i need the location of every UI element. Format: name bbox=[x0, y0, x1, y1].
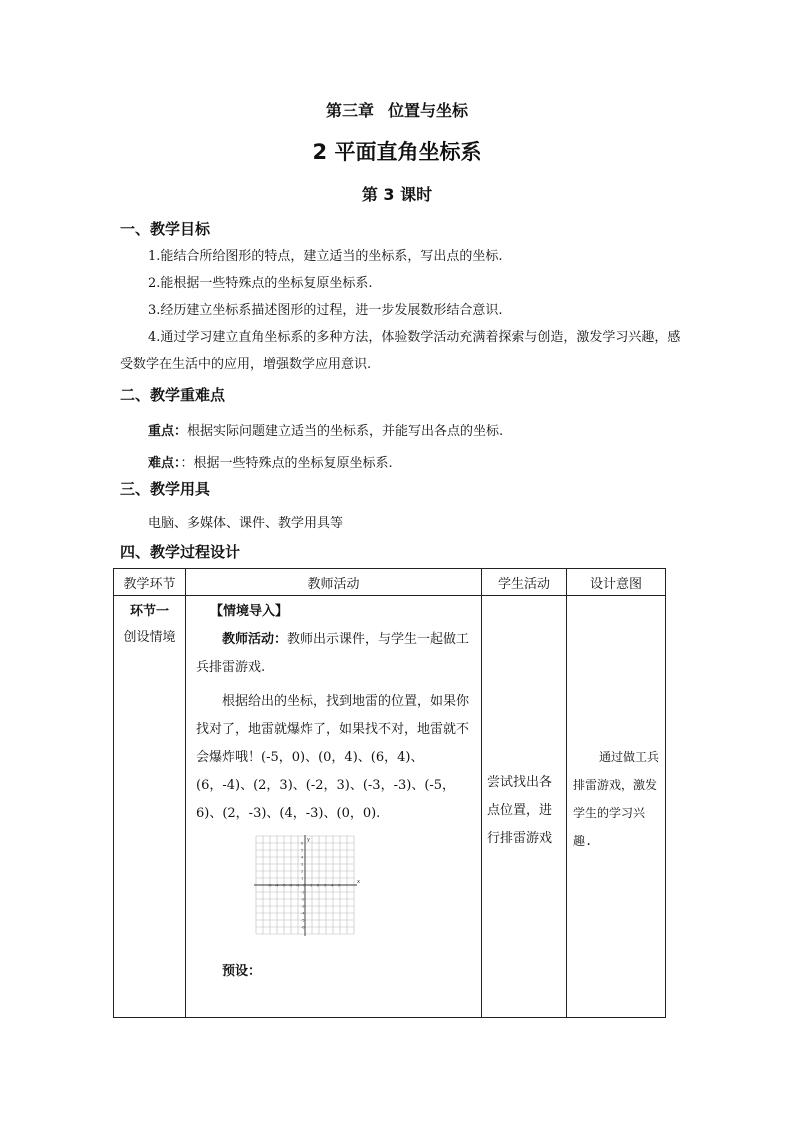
header-student: 学生活动 bbox=[482, 569, 567, 596]
section-heading-keypoints: 二、教学重难点 bbox=[120, 386, 226, 404]
teacher-activity-1 bbox=[196, 626, 473, 682]
goal-item-4: 4.通过学习建立直角坐标系的多种方法，体验数学活动充满着探索与创造，激发学习兴趣，感受数学在生活中的应用，增强数学应用意识. bbox=[120, 330, 681, 372]
header-stage: 教学环节 bbox=[114, 569, 186, 596]
section-heading-tools: 三、教学用具 bbox=[120, 480, 211, 498]
x-tick-label: -1 bbox=[296, 883, 300, 888]
x-tick-label: -5 bbox=[268, 883, 272, 888]
teacher-activity-label: 教师活动： bbox=[222, 632, 288, 647]
stage-line2: 创设情境 bbox=[123, 630, 176, 645]
x-tick-label: -3 bbox=[282, 883, 286, 888]
x-tick-label: 4 bbox=[331, 883, 334, 888]
y-axis-label: y bbox=[307, 837, 310, 843]
student-activity-text: 尝试找出各点位置，进行排雷游戏 bbox=[487, 774, 553, 846]
coordinate-grid-svg bbox=[251, 834, 361, 942]
student-cell bbox=[482, 596, 567, 1018]
design-cell bbox=[567, 596, 666, 1018]
tools-text: 电脑、多媒体、课件、教学用具等 bbox=[148, 516, 344, 531]
key-point bbox=[120, 418, 682, 445]
header-design: 设计意图 bbox=[567, 569, 666, 596]
y-tick-label: 6 bbox=[301, 841, 304, 846]
chapter-name: 位置与坐标 bbox=[388, 101, 469, 120]
difficult-point-text: ：根据一些特殊点的坐标复原坐标系. bbox=[180, 456, 393, 471]
goal-item-1: 1.能结合所给图形的特点，建立适当的坐标系，写出点的坐标. bbox=[148, 249, 503, 264]
x-tick-label: -4 bbox=[275, 883, 279, 888]
preview-label: 预设： bbox=[222, 964, 262, 979]
design-intent-text: 通过做工兵排雷游戏，激发学生的学习兴趣. bbox=[573, 749, 660, 848]
y-tick-label: 1 bbox=[301, 876, 304, 881]
y-tick-label: 5 bbox=[301, 848, 304, 853]
teacher-cell bbox=[186, 596, 482, 1018]
y-tick-label: 4 bbox=[301, 855, 304, 860]
goal-item-3: 3.经历建立坐标系描述图形的过程，进一步发展数形结合意识. bbox=[148, 303, 503, 318]
table-header-row bbox=[114, 569, 666, 596]
x-tick-label: -2 bbox=[289, 883, 293, 888]
y-tick-label: 3 bbox=[301, 862, 304, 867]
goal-item-2: 2.能根据一些特殊点的坐标复原坐标系. bbox=[148, 276, 373, 291]
x-tick-label: 1 bbox=[310, 883, 313, 888]
y-tick-label: -3 bbox=[301, 904, 305, 909]
y-tick-label: -2 bbox=[301, 897, 305, 902]
y-tick-label: -1 bbox=[301, 890, 305, 895]
chapter-number: 第三章 bbox=[325, 101, 374, 120]
section-heading-goals: 一、教学目标 bbox=[120, 220, 211, 238]
stage-line1: 环节一 bbox=[129, 604, 169, 619]
process-table bbox=[113, 568, 666, 1018]
key-point-label: 重点： bbox=[148, 424, 188, 439]
page-title: 2 平面直角坐标系 bbox=[312, 140, 482, 164]
difficult-point bbox=[120, 450, 682, 477]
key-point-text: 根据实际问题建立适当的坐标系，并能写出各点的坐标. bbox=[187, 424, 504, 439]
header-teacher: 教师活动 bbox=[186, 569, 482, 596]
difficult-point-label: 难点： bbox=[148, 456, 181, 471]
y-tick-label: -6 bbox=[301, 925, 305, 930]
chapter-heading bbox=[0, 98, 794, 121]
x-axis-label: x bbox=[357, 879, 360, 885]
x-tick-label: 5 bbox=[338, 883, 341, 888]
stage-cell bbox=[114, 596, 186, 1018]
x-tick-label: 2 bbox=[317, 883, 320, 888]
y-tick-label: -4 bbox=[301, 911, 305, 916]
y-tick-label: 2 bbox=[301, 869, 304, 874]
x-tick-label: 3 bbox=[324, 883, 327, 888]
table-row bbox=[114, 596, 666, 1018]
scene-intro-tag: 【情境导入】 bbox=[210, 604, 289, 619]
teacher-activity-2: 根据给出的坐标，找到地雷的位置，如果你找对了，地雷就爆炸了，如果找不对，地雷就不会爆炸哦！(-5，0)、(0，4)、(6，4)、(6，-4)、(2，3)、(-2，3)、(-3，-3)、(-5，6)、(2，-3)、(4，-3)、(0，0). bbox=[196, 694, 470, 821]
coordinate-grid-figure bbox=[251, 834, 361, 942]
section-heading-process: 四、教学过程设计 bbox=[120, 543, 241, 561]
y-tick-label: -5 bbox=[301, 918, 305, 923]
teacher-activity-text: 教师出示课件，与学生一起做工兵排雷游戏. bbox=[196, 632, 470, 675]
lesson-number: 第 3 课时 bbox=[361, 185, 433, 204]
x-tick-label: 0 bbox=[303, 883, 306, 888]
